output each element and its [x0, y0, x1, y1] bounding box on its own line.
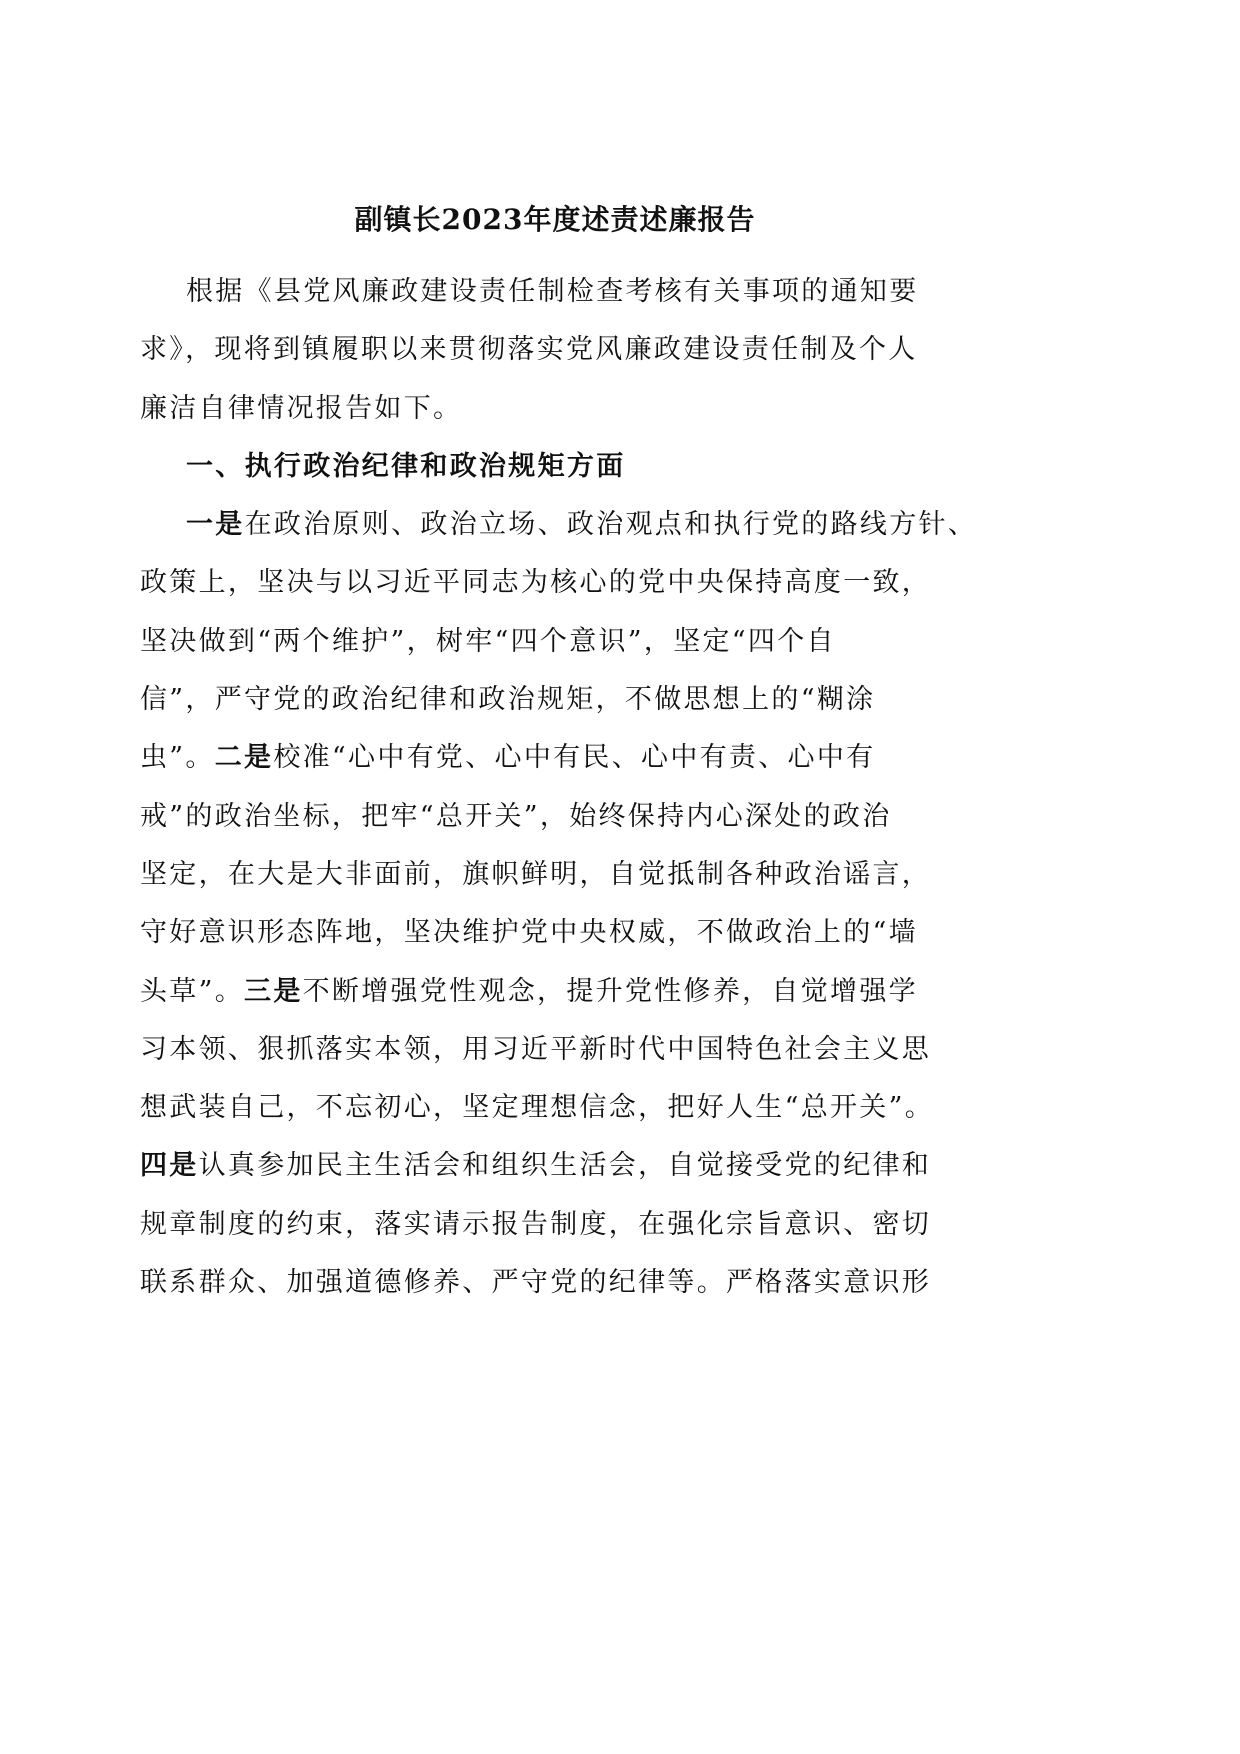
line-text: 不断增强党性观念，提升党性修养，自觉增强学 [302, 975, 918, 1007]
paragraph-line [140, 788, 970, 846]
paragraph-line [140, 554, 970, 612]
emphasis-label: 三是 [244, 975, 303, 1007]
line-text: 虫”。 [140, 742, 215, 774]
paragraph-line [140, 671, 970, 729]
paragraph-line: 求》，现将到镇履职以来贯彻落实党风廉政建设责任制及个人 [140, 334, 918, 366]
paragraph-line [140, 729, 970, 787]
emphasis-label: 一是 [186, 509, 245, 541]
section-heading: 一、执行政治纪律和政治规矩方面 [186, 450, 626, 482]
document-body [140, 191, 978, 1312]
intro-paragraph [140, 263, 970, 438]
line-text: 习本领、狠抓落实本领，用习近平新时代中国特色社会主义思 [140, 1033, 932, 1065]
line-text: 戒”的政治坐标，把牢“总开关”，始终保持内心深处的政治 [140, 800, 892, 832]
paragraph-line [140, 846, 970, 904]
paragraph-line [140, 1137, 970, 1195]
line-text: 规章制度的约束，落实请示报告制度，在强化宗旨意识、密切 [140, 1208, 932, 1240]
paragraph-line [140, 1254, 970, 1312]
paragraph-line [140, 904, 970, 962]
line-text: 校准“心中有党、心中有民、心中有责、心中有 [273, 742, 876, 774]
emphasis-label: 二是 [214, 742, 274, 774]
paragraph-line [140, 613, 970, 671]
emphasis-label: 四是 [140, 1150, 199, 1182]
paragraph-line: 根据《县党风廉政建设责任制检查考核有关事项的通知要 [186, 276, 919, 307]
paragraph-line [140, 1079, 970, 1137]
line-text: 头草”。 [140, 975, 245, 1007]
line-text: 守好意识形态阵地，坚决维护党中央权威，不做政治上的“墙 [140, 917, 918, 949]
line-text: 坚定，在大是大非面前，旗帜鲜明，自觉抵制各种政治谣言， [140, 858, 932, 890]
line-text: 联系群众、加强道德修养、严守党的纪律等。严格落实意识形 [140, 1267, 932, 1299]
document-title: 副镇长2023年度述责述廉报告 [354, 203, 756, 236]
section-paragraph [140, 496, 978, 1312]
line-text: 政策上，坚决与以习近平同志为核心的党中央保持高度一致， [140, 567, 932, 599]
paragraph-line [140, 1196, 970, 1254]
paragraph-line: 廉洁自律情况报告如下。 [140, 392, 463, 424]
line-text: 想武装自己，不忘初心，坚定理想信念，把好人生“总开关”。 [140, 1092, 935, 1124]
line-text: 在政治原则、政治立场、政治观点和执行党的路线方针、 [244, 509, 978, 541]
paragraph-line [140, 1021, 970, 1079]
line-text: 信”，严守党的政治纪律和政治规矩，不做思想上的“糊涂 [140, 684, 876, 716]
paragraph-line [140, 496, 978, 554]
line-text: 坚决做到“两个维护”，树牢“四个意识”，坚定“四个自 [140, 625, 836, 657]
paragraph-line [140, 963, 970, 1021]
line-text: 认真参加民主生活会和组织生活会，自觉接受党的纪律和 [198, 1150, 932, 1182]
